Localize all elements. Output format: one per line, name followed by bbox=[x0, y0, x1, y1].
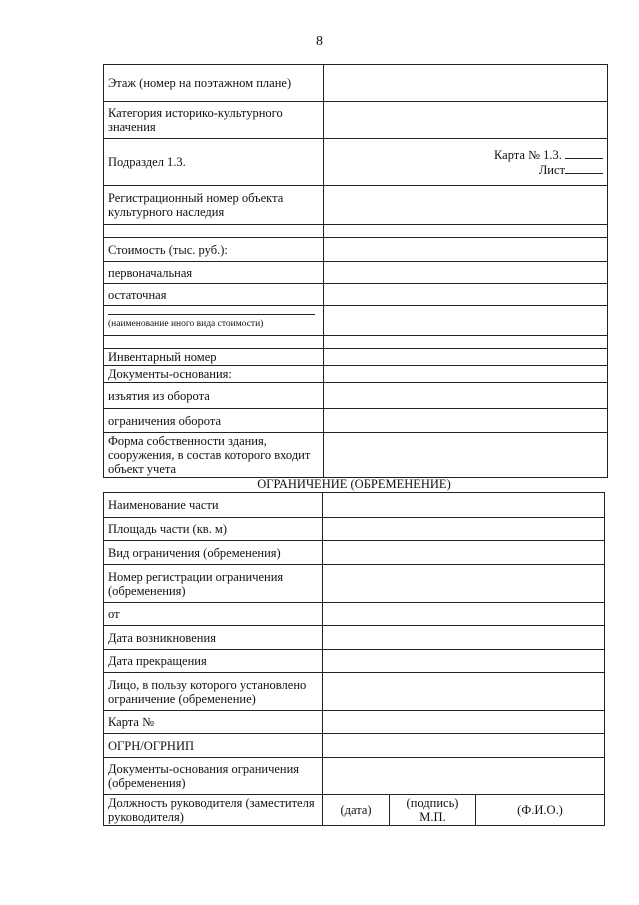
table-row bbox=[104, 565, 605, 603]
table-row bbox=[104, 758, 605, 795]
row-label-from: от bbox=[104, 603, 323, 626]
table-row bbox=[104, 493, 605, 518]
date-label: (дата) bbox=[340, 803, 372, 817]
row-label-part-name: Наименование части bbox=[104, 493, 323, 518]
row-label-restriction-type: Вид ограничения (обременения) bbox=[104, 541, 323, 565]
row-label-category: Категория историко-культурного значения bbox=[104, 102, 324, 139]
withdrawal-value-cell[interactable] bbox=[324, 383, 608, 409]
other-cost-value-cell[interactable] bbox=[324, 306, 608, 336]
part-area-value-cell[interactable] bbox=[323, 518, 605, 541]
table-row bbox=[104, 433, 608, 478]
row-label-ownership: Форма собственности здания, сооружения, в состав которого входит объект учета bbox=[104, 433, 324, 478]
category-value-cell[interactable] bbox=[324, 102, 608, 139]
name-label: (Ф.И.О.) bbox=[517, 803, 563, 817]
restriction-type-value-cell[interactable] bbox=[323, 541, 605, 565]
empty-row-value[interactable] bbox=[324, 225, 608, 238]
table-row bbox=[104, 383, 608, 409]
row-label-ogrn: ОГРН/ОГРНИП bbox=[104, 734, 323, 758]
row-label-start-date: Дата возникновения bbox=[104, 626, 323, 650]
end-date-value-cell[interactable] bbox=[323, 650, 605, 673]
table-row bbox=[104, 262, 608, 284]
map-number-label: Карта № 1.3. bbox=[493, 148, 562, 162]
table-row bbox=[104, 306, 608, 336]
table-row bbox=[104, 518, 605, 541]
sheet-number-blank[interactable] bbox=[565, 162, 603, 174]
table-row bbox=[104, 366, 608, 383]
documents-value-cell[interactable] bbox=[324, 366, 608, 383]
row-label-floor: Этаж (номер на поэтажном плане) bbox=[104, 65, 324, 102]
table-row bbox=[104, 186, 608, 225]
cost-value-cell[interactable] bbox=[324, 238, 608, 262]
map-number-blank[interactable] bbox=[565, 147, 603, 159]
encumbrance-table bbox=[103, 492, 605, 826]
row-label-inventory: Инвентарный номер bbox=[104, 349, 324, 366]
object-info-table bbox=[103, 64, 608, 478]
stamp-label: М.П. bbox=[419, 810, 446, 824]
row-label-part-area: Площадь части (кв. м) bbox=[104, 518, 323, 541]
row-label-end-date: Дата прекращения bbox=[104, 650, 323, 673]
ogrn-value-cell[interactable] bbox=[323, 734, 605, 758]
other-cost-blank[interactable] bbox=[108, 311, 315, 315]
table-row bbox=[104, 626, 605, 650]
row-label-documents: Документы-основания: bbox=[104, 366, 324, 383]
table-row bbox=[104, 349, 608, 366]
residual-value-cell[interactable] bbox=[324, 284, 608, 306]
map-number-value-cell[interactable] bbox=[323, 711, 605, 734]
empty-row-value[interactable] bbox=[324, 336, 608, 349]
ownership-value-cell[interactable] bbox=[324, 433, 608, 478]
table-row bbox=[104, 139, 608, 186]
signature-sign-cell[interactable] bbox=[390, 795, 476, 826]
table-row bbox=[104, 102, 608, 139]
floor-value-cell[interactable] bbox=[324, 65, 608, 102]
table-row bbox=[104, 65, 608, 102]
signature-row bbox=[104, 795, 605, 826]
registration-value-cell[interactable] bbox=[324, 186, 608, 225]
empty-row-label bbox=[104, 336, 324, 349]
restriction-value-cell[interactable] bbox=[324, 409, 608, 433]
beneficiary-value-cell[interactable] bbox=[323, 673, 605, 711]
table-row bbox=[104, 603, 605, 626]
map-sheet-cell bbox=[324, 139, 608, 186]
row-label-subsection: Подраздел 1.3. bbox=[104, 139, 324, 186]
table-row bbox=[104, 541, 605, 565]
section-title: ОГРАНИЧЕНИЕ (ОБРЕМЕНЕНИЕ) bbox=[257, 477, 451, 491]
signature-position-label: Должность руководителя (заместителя руководителя) bbox=[104, 795, 323, 826]
table-row bbox=[104, 650, 605, 673]
table-row bbox=[104, 711, 605, 734]
inventory-value-cell[interactable] bbox=[324, 349, 608, 366]
row-label-beneficiary: Лицо, в пользу которого установлено ограничение (обременение) bbox=[104, 673, 323, 711]
row-label-residual: остаточная bbox=[104, 284, 324, 306]
table-row bbox=[104, 409, 608, 433]
row-label-initial: первоначальная bbox=[104, 262, 324, 284]
empty-row-label bbox=[104, 225, 324, 238]
table-row bbox=[104, 238, 608, 262]
table-row bbox=[104, 673, 605, 711]
other-cost-cell bbox=[104, 306, 324, 336]
row-label-registration-number: Номер регистрации ограничения (обременения) bbox=[104, 565, 323, 603]
start-date-value-cell[interactable] bbox=[323, 626, 605, 650]
registration-number-value-cell[interactable] bbox=[323, 565, 605, 603]
signature-label: (подпись) bbox=[406, 796, 459, 810]
page-number: 8 bbox=[316, 34, 323, 49]
signature-name-cell[interactable] bbox=[476, 795, 605, 826]
row-label-map-number: Карта № bbox=[104, 711, 323, 734]
initial-value-cell[interactable] bbox=[324, 262, 608, 284]
row-label-basis-documents: Документы-основания ограничения (обременения) bbox=[104, 758, 323, 795]
row-label-withdrawal: изъятия из оборота bbox=[104, 383, 324, 409]
row-label-registration: Регистрационный номер объекта культурного наследия bbox=[104, 186, 324, 225]
basis-documents-value-cell[interactable] bbox=[323, 758, 605, 795]
from-value-cell[interactable] bbox=[323, 603, 605, 626]
table-row bbox=[104, 734, 605, 758]
signature-date-cell[interactable] bbox=[323, 795, 390, 826]
table-row bbox=[104, 284, 608, 306]
row-label-cost: Стоимость (тыс. руб.): bbox=[104, 238, 324, 262]
row-label-other-cost: (наименование иного вида стоимости) bbox=[108, 318, 264, 329]
part-name-value-cell[interactable] bbox=[323, 493, 605, 518]
table-row bbox=[104, 225, 608, 238]
table-row bbox=[104, 336, 608, 349]
sheet-label: Лист bbox=[538, 163, 565, 177]
row-label-restriction: ограничения оборота bbox=[104, 409, 324, 433]
